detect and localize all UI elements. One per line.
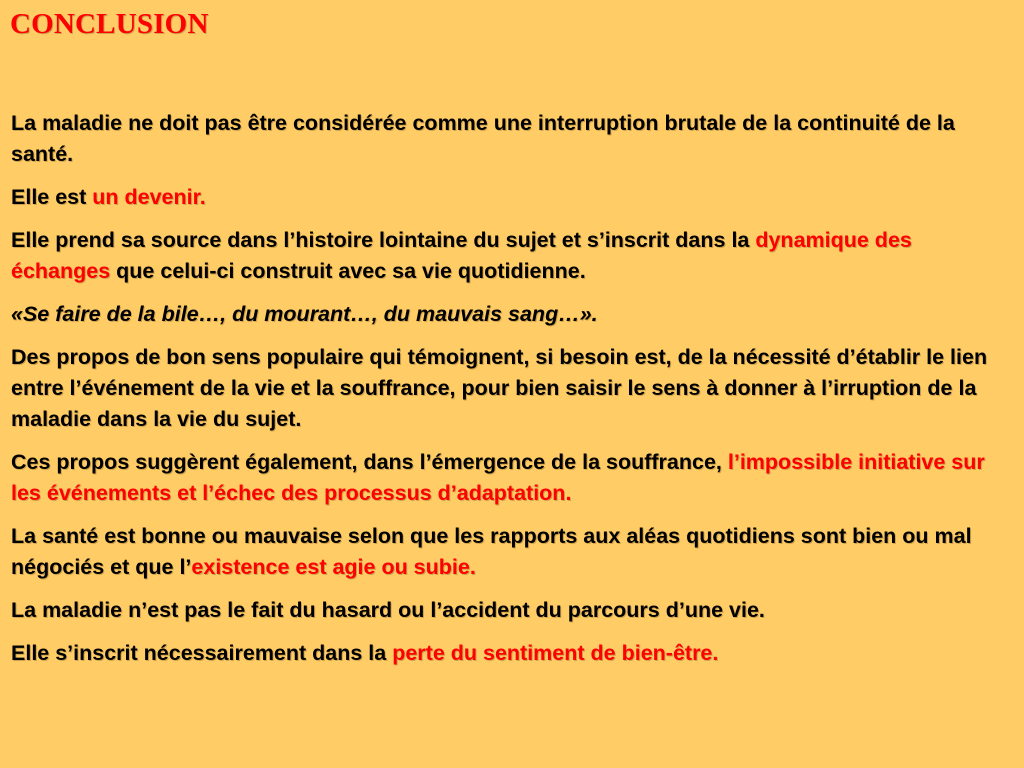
paragraph-7 [11,521,1011,583]
paragraph-4-quote: «Se faire de la bile…, du mourant…, du mauvais sang…». [11,302,598,326]
paragraph-6-highlight: l’impossible initiative sur les événements et l’échec des processus d’adaptation. [11,450,985,505]
paragraph-6 [11,447,1011,509]
paragraph-3-text-end: que celui-ci construit avec sa vie quotidienne. [110,259,586,283]
paragraph-8-text: La maladie n’est pas le fait du hasard ou l’accident du parcours d’une vie. [11,598,765,622]
paragraph-3-text: Elle prend sa source dans l’histoire lointaine du sujet et s’inscrit dans la [11,228,756,252]
paragraph-2-text: Elle est [11,185,93,209]
paragraph-4 [11,299,1011,330]
paragraph-9-text: Elle s’inscrit nécessairement dans la [11,641,393,665]
paragraph-7-highlight: existence est agie ou subie. [191,555,476,579]
paragraph-2-highlight: un devenir. [92,185,206,209]
paragraph-3-highlight: dynamique des échanges [11,228,912,283]
paragraph-7-text: La santé est bonne ou mauvaise selon que les rapports aux aléas quotidiens sont bien ou mal négociés et que l’ [11,524,972,579]
slide-body [11,108,1011,681]
paragraph-3 [11,225,1011,287]
paragraph-5-text: Des propos de bon sens populaire qui témoignent, si besoin est, de la nécessité d’établir le lien entre l’événement de la vie et la souffrance, pour bien saisir le sens à donner à l’irruption de la maladie dans la vie du sujet. [11,345,988,431]
paragraph-8 [11,595,1011,626]
paragraph-9-highlight: perte du sentiment de bien-être. [392,641,719,665]
paragraph-2 [11,182,1011,213]
paragraph-5 [11,342,1011,435]
slide-title: CONCLUSION [10,8,209,40]
paragraph-9 [11,638,1011,669]
paragraph-1 [11,108,1011,170]
paragraph-1-text: La maladie ne doit pas être considérée comme une interruption brutale de la continuité de la santé. [11,111,955,166]
paragraph-6-text: Ces propos suggèrent également, dans l’émergence de la souffrance, [11,450,728,474]
